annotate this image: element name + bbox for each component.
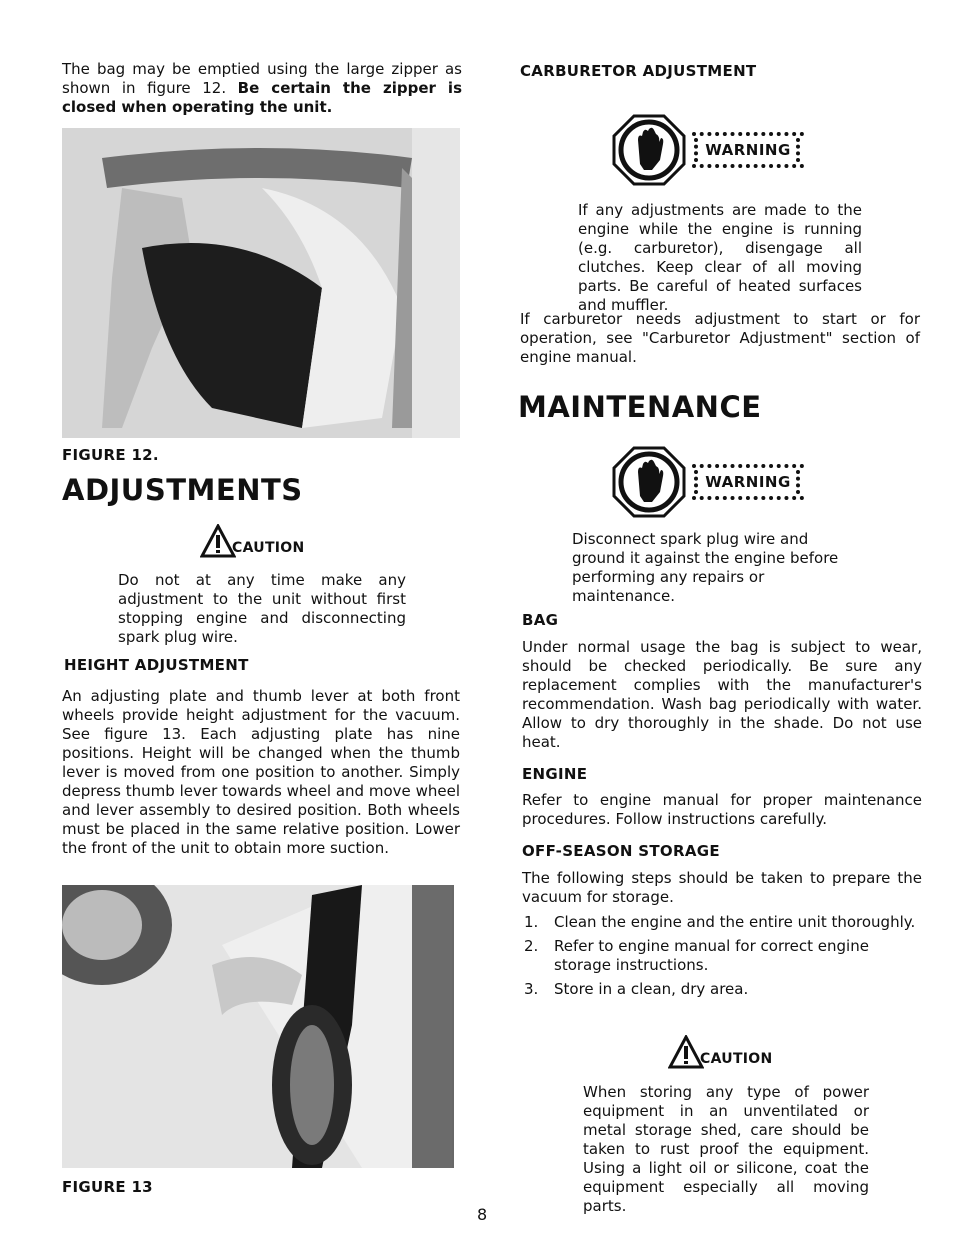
maintenance-title: MAINTENANCE (518, 390, 762, 424)
step-text: Store in a clean, dry area. (554, 980, 749, 998)
engine-heading: ENGINE (522, 765, 588, 783)
step-text: Clean the engine and the entire unit thoroughly. (554, 913, 916, 931)
warning-block-maintenance (612, 446, 804, 518)
zipper-intro-bold: Be certain the zipper is closed when operating the unit. (62, 79, 462, 116)
height-adjustment-text: An adjusting plate and thumb lever at both front wheels provide height adjustment for the vacuum. See figure 13. Each adjusting plate has nine positions. Height will be changed when the thumb lever is moved from one position to another. Simply depress thumb lever towards wheel and move wheel and lever assembly to desired position. Both wheels must be placed in the same relative position. Lower the front of the unit to obtain more suction. (62, 687, 460, 857)
list-item (524, 937, 924, 975)
caution-adjustments-text: Do not at any time make any adjustment to the unit without first stopping engine and disconnecting spark plug wire. (118, 571, 406, 646)
warning-label-box (692, 132, 804, 168)
off-season-storage-heading: OFF-SEASON STORAGE (522, 842, 720, 860)
storage-caution-text: When storing any type of power equipment in an unventilated or metal storage shed, care should be taken to rust proof the equipment. Using a light oil or silicone, coat the equipment especially all moving parts. (583, 1083, 869, 1215)
list-item (524, 980, 924, 999)
step-number: 3. (524, 980, 539, 998)
bag-text: Under normal usage the bag is subject to wear, should be checked periodically. Be sure any replacement complies with the manufacturer's recommendation. Wash bag periodically with water. Allow to dry thoroughly in the shade. Do not use heat. (522, 638, 922, 751)
step-text: Refer to engine manual for correct engine storage instructions. (554, 937, 869, 974)
storage-intro-text: The following steps should be taken to prepare the vacuum for storage. (522, 869, 922, 906)
height-adjustment-heading: HEIGHT ADJUSTMENT (64, 656, 249, 674)
zipper-intro (62, 60, 462, 117)
list-item (524, 913, 924, 932)
zipper-intro-text: The bag may be emptied using the large zipper as shown in figure 12. (62, 60, 462, 97)
step-number: 2. (524, 937, 539, 955)
bag-heading: BAG (522, 611, 559, 629)
figure-12-photo (62, 128, 460, 438)
storage-steps-list (524, 913, 924, 1004)
maintenance-warning-text: Disconnect spark plug wire and ground it against the engine before performing any repairs or maintenance. (572, 530, 839, 605)
caution-block-storage (668, 1035, 773, 1069)
caution-block-adjustments (200, 524, 305, 558)
page-number: 8 (477, 1205, 488, 1224)
caution-label: CAUTION (232, 540, 305, 556)
caution-triangle-icon (200, 524, 236, 558)
caution-triangle-icon (668, 1035, 704, 1069)
warning-label: WARNING (705, 473, 791, 491)
carburetor-heading: CARBURETOR ADJUSTMENT (520, 62, 757, 80)
carburetor-text: If carburetor needs adjustment to start or for operation, see "Carburetor Adjustment" section of engine manual. (520, 310, 920, 366)
engine-text: Refer to engine manual for proper maintenance procedures. Follow instructions carefully. (522, 791, 922, 828)
warning-label: WARNING (705, 141, 791, 159)
warning-label-box (692, 464, 804, 500)
caution-label: CAUTION (700, 1051, 773, 1067)
figure-12-caption: FIGURE 12. (62, 446, 159, 464)
carburetor-warning-text: If any adjustments are made to the engine while the engine is running (e.g. carburetor), disengage all clutches. Keep clear of all moving parts. Be careful of heated surfaces and muffler. (578, 201, 862, 314)
step-number: 1. (524, 913, 539, 931)
figure-13-caption: FIGURE 13 (62, 1178, 153, 1196)
stop-hand-icon (612, 114, 686, 186)
warning-block-carburetor (612, 114, 804, 186)
figure-13-photo (62, 885, 454, 1168)
stop-hand-icon (612, 446, 686, 518)
adjustments-title: ADJUSTMENTS (62, 473, 303, 507)
